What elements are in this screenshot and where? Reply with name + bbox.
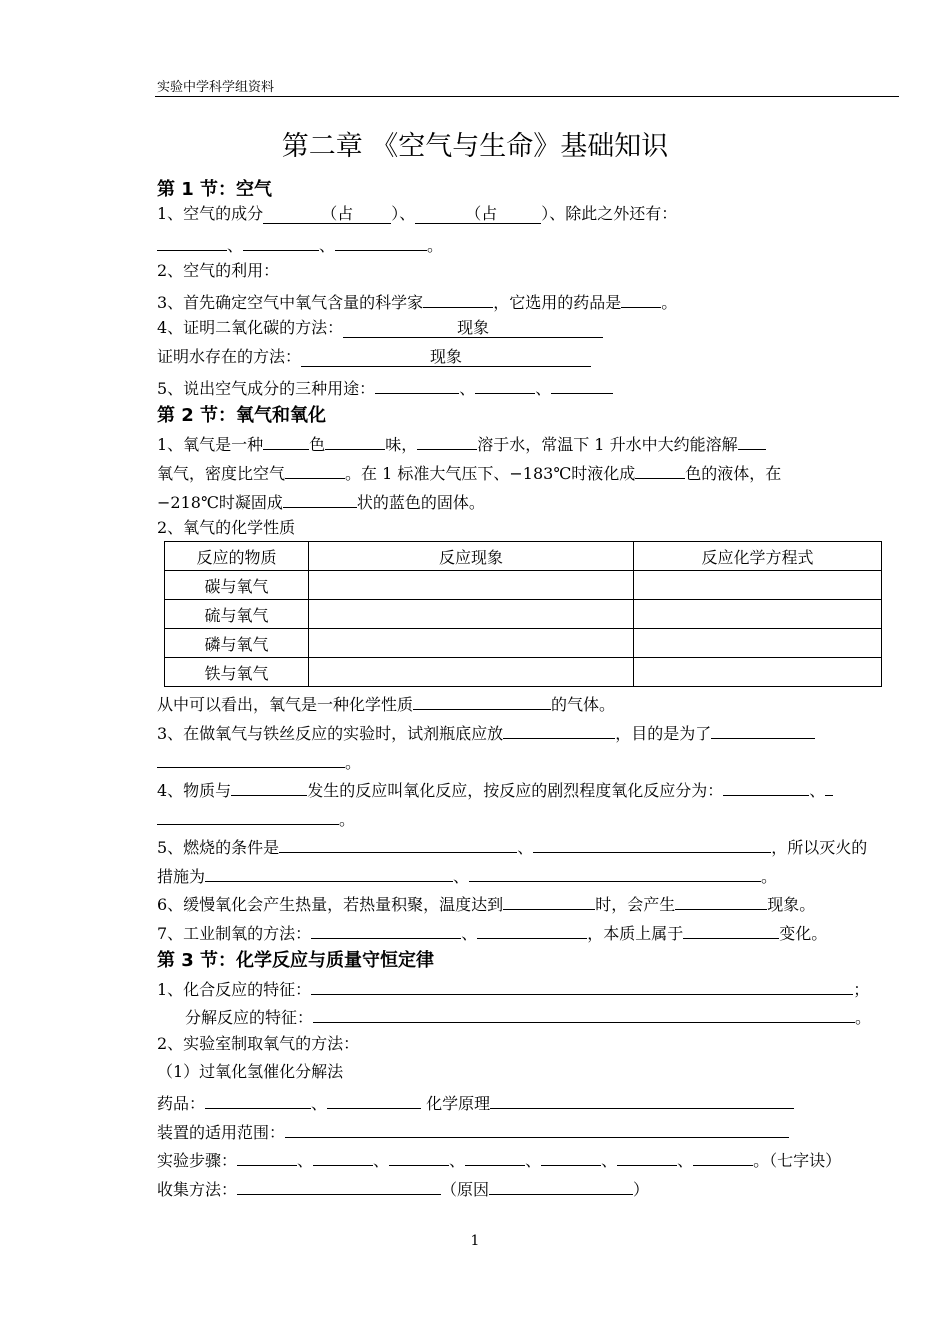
- s3-line-3: 2、实验室制取氧气的方法：: [157, 1034, 360, 1053]
- blank[interactable]: [675, 891, 767, 910]
- s2-line-13: 7、工业制氧的方法： 、 ，本质上属于 变化。: [157, 920, 827, 945]
- blank[interactable]: [389, 1147, 449, 1166]
- blank[interactable]: （占: [263, 205, 391, 224]
- s2-line-6: 3、在做氧气与铁丝反应的实验时，试剂瓶底应放 ，目的是为了: [157, 720, 815, 745]
- blank[interactable]: [283, 489, 357, 508]
- blank[interactable]: [279, 834, 517, 853]
- s1-line-7: 5、说出空气成分的三种用途： 、 、: [157, 375, 613, 400]
- s1-line-5: 4、证明二氧化碳的方法： 现象: [157, 317, 603, 339]
- document-title: 第二章 《空气与生命》基础知识: [281, 131, 669, 162]
- table-cell-blank[interactable]: [634, 571, 882, 600]
- table-cell: 铁与氧气: [165, 658, 309, 687]
- blank[interactable]: [285, 460, 345, 479]
- s3-line-6: 装置的适用范围：: [157, 1119, 789, 1144]
- oxygen-reactions-table: [164, 541, 882, 687]
- blank[interactable]: [157, 806, 339, 825]
- table-header-row: [165, 542, 882, 571]
- s2-line-10: 5、燃烧的条件是 、 ，所以灭火的: [157, 834, 867, 859]
- blank[interactable]: [417, 431, 477, 450]
- blank[interactable]: [621, 289, 661, 308]
- blank[interactable]: [503, 720, 615, 739]
- blank[interactable]: [477, 920, 587, 939]
- table-cell: 硫与氧气: [165, 600, 309, 629]
- blank[interactable]: [313, 1004, 855, 1023]
- blank[interactable]: [423, 289, 493, 308]
- blank[interactable]: [231, 777, 307, 796]
- table-row: [165, 600, 882, 629]
- blank[interactable]: [237, 1147, 297, 1166]
- s3-line-4: （1）过氧化氢催化分解法: [157, 1062, 344, 1081]
- table-cell-blank[interactable]: [309, 600, 634, 629]
- blank[interactable]: [157, 232, 227, 251]
- blank[interactable]: 现象: [343, 319, 603, 338]
- s3-line-2: 分解反应的特征： 。: [185, 1004, 871, 1029]
- section-2-heading: 第 2 节：氧气和氧化: [157, 405, 327, 426]
- s2-line-5: 从中可以看出，氧气是一种化学性质 的气体。: [157, 691, 615, 716]
- blank[interactable]: [335, 232, 427, 251]
- table-row: [165, 629, 882, 658]
- blank[interactable]: [711, 720, 815, 739]
- blank[interactable]: [617, 1147, 677, 1166]
- table-header: 反应现象: [309, 542, 634, 571]
- table-cell-blank[interactable]: [309, 658, 634, 687]
- blank[interactable]: [313, 1147, 373, 1166]
- s2-line-8: 4、物质与 发生的反应叫氧化反应，按反应的剧烈程度氧化反应分为： 、: [157, 777, 833, 802]
- blank[interactable]: [205, 1090, 311, 1109]
- blank[interactable]: [503, 891, 595, 910]
- blank[interactable]: [237, 1176, 441, 1195]
- blank[interactable]: [311, 976, 853, 995]
- table-cell-blank[interactable]: [634, 658, 882, 687]
- s1-line-2: 、 、 。: [157, 232, 443, 257]
- blank[interactable]: [263, 431, 309, 450]
- blank[interactable]: [465, 1147, 525, 1166]
- section-1-heading: 第 1 节：空气: [157, 179, 273, 200]
- blank[interactable]: [157, 749, 345, 768]
- blank[interactable]: [541, 1147, 601, 1166]
- blank[interactable]: [285, 1119, 789, 1138]
- table-header: 反应化学方程式: [634, 542, 882, 571]
- s2-line-12: 6、缓慢氧化会产生热量，若热量积聚，温度达到 时，会产生 现象。: [157, 891, 815, 916]
- table-cell-blank[interactable]: [309, 571, 634, 600]
- s1-line-6: 证明水存在的方法： 现象: [157, 346, 591, 368]
- blank[interactable]: [738, 431, 766, 450]
- s2-line-4: 2、氧气的化学性质: [157, 518, 296, 537]
- s1-line-1: 1、空气的成分 （占 ）、 （占 ）、除此之外还有：: [157, 204, 678, 223]
- blank[interactable]: [243, 232, 319, 251]
- table-cell-blank[interactable]: [309, 629, 634, 658]
- table-row: [165, 658, 882, 687]
- blank[interactable]: [533, 834, 771, 853]
- s1-line-4: 3、首先确定空气中氧气含量的科学家 ，它选用的药品是 。: [157, 289, 677, 314]
- section-3-heading: 第 3 节：化学反应与质量守恒定律: [157, 950, 435, 971]
- blank[interactable]: [489, 1176, 633, 1195]
- header-rule: [155, 96, 899, 97]
- blank[interactable]: （占: [415, 205, 541, 224]
- blank[interactable]: 现象: [301, 348, 591, 367]
- table-cell-blank[interactable]: [634, 600, 882, 629]
- blank[interactable]: [825, 777, 833, 796]
- blank[interactable]: [325, 431, 385, 450]
- blank[interactable]: [635, 460, 685, 479]
- s3-line-5: 药品： 、 化学原理: [157, 1090, 794, 1115]
- blank[interactable]: [475, 375, 535, 394]
- blank[interactable]: [551, 375, 613, 394]
- blank[interactable]: [723, 777, 809, 796]
- s2-line-2: 氧气，密度比空气 。在 1 标准大气压下、−183℃时液化成 色的液体，在: [157, 460, 781, 485]
- s1-line-3: 2、空气的利用：: [157, 261, 280, 280]
- s2-line-9: 。: [157, 806, 355, 831]
- s2-line-3: −218℃时凝固成 状的蓝色的固体。: [157, 489, 485, 514]
- s3-line-7: 实验步骤： 、 、 、 、 、 、 。（七字诀）: [157, 1147, 841, 1172]
- blank[interactable]: [205, 863, 453, 882]
- table-header: 反应的物质: [165, 542, 309, 571]
- page-number: 1: [470, 1233, 480, 1249]
- table-cell: 磷与氧气: [165, 629, 309, 658]
- s3-line-8: 收集方法： （原因 ）: [157, 1176, 649, 1201]
- blank[interactable]: [469, 863, 761, 882]
- blank[interactable]: [693, 1147, 753, 1166]
- blank[interactable]: [375, 375, 459, 394]
- s2-line-7: 。: [157, 749, 361, 774]
- table-cell-blank[interactable]: [634, 629, 882, 658]
- s3-line-1: 1、化合反应的特征： ；: [157, 976, 869, 1001]
- page-header: 实验中学科学组资料: [157, 80, 275, 95]
- s2-line-1: 1、氧气是一种 色 味， 溶于水，常温下 1 升水中大约能溶解: [157, 431, 766, 456]
- blank[interactable]: [683, 920, 779, 939]
- blank[interactable]: [311, 920, 461, 939]
- blank[interactable]: [413, 691, 551, 710]
- blank[interactable]: [490, 1090, 794, 1109]
- s2-line-11: 措施为 、 。: [157, 863, 777, 888]
- table-cell: 碳与氧气: [165, 571, 309, 600]
- table-row: [165, 571, 882, 600]
- blank[interactable]: [327, 1090, 421, 1109]
